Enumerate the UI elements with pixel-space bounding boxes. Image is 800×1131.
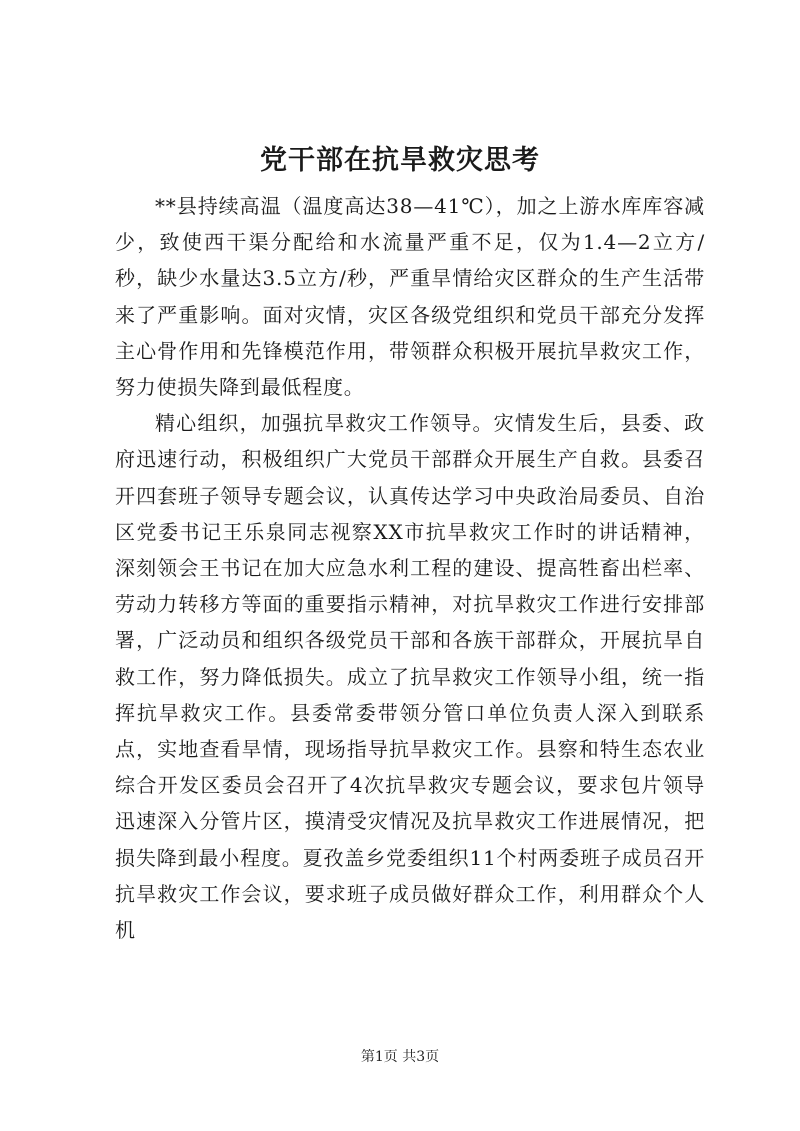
page-number-footer: 第1页 共3页 (360, 1049, 440, 1065)
document-title: 党干部在抗旱救灾思考 (260, 145, 540, 176)
paragraph-1: **县持续高温（温度高达38—41℃），加之上游水库库容减少，致使西干渠分配给和水流量严重不足，仅为1.4—2立方/秒，缺少水量达3.5立方/秒，严重旱情给灾区群众的生产生活带来了严重影响。面对灾情，灾区各级党组织和党员干部充分发挥主心骨作用和先锋模范作用，带领群众积极开展抗旱救灾工作，努力使损失降到最低程度。 (115, 194, 705, 400)
paragraph-2: 精心组织，加强抗旱救灾工作领导。灾情发生后，县委、政府迅速行动，积极组织广大党员干部群众开展生产自救。县委召开四套班子领导专题会议，认真传达学习中央政治局委员、自治区党委书记王乐泉同志视察XX市抗旱救灾工作时的讲话精神，深刻领会王书记在加大应急水利工程的建设、提高牲畜出栏率、劳动力转移方等面的重要指示精神，对抗旱救灾工作进行安排部署，广泛动员和组织各级党员干部和各族干部群众，开展抗旱自救工作，努力降低损失。成立了抗旱救灾工作领导小组，统一指挥抗旱救灾工作。县委常委带领分管口单位负责人深入到联系点，实地查看旱情，现场指导抗旱救灾工作。县察和特生态农业综合开发区委员会召开了4次抗旱救灾专题会议，要求包片领导迅速深入分管片区，摸清受灾情况及抗旱救灾工作进展情况，把损失降到最小程度。夏孜盖乡党委组织11个村两委班子成员召开抗旱救灾工作会议，要求班子成员做好群众工作，利用群众个人机 (115, 411, 705, 943)
document-body (115, 188, 705, 948)
